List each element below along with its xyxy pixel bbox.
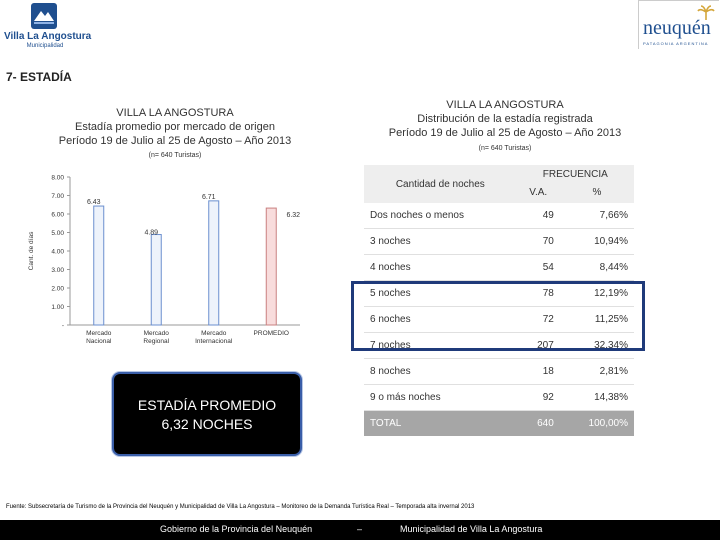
table-row: [364, 229, 634, 255]
header-va: V.A.: [529, 186, 548, 198]
row-pct: 7,66%: [560, 203, 634, 229]
y-axis-title: Cant. de días: [28, 231, 35, 271]
row-label: 4 noches: [364, 255, 517, 281]
y-tick-label: 3.00: [51, 267, 64, 274]
footer-separator: –: [357, 524, 363, 534]
average-stay-bar-chart: [20, 165, 320, 355]
chart-title-line-3: Período 19 de Julio al 25 de Agosto – Año 2013: [58, 135, 292, 147]
row-pct: 12,19%: [560, 281, 634, 307]
mountain-lake-icon: [31, 3, 57, 29]
header-cantidad-noches: Cantidad de noches: [395, 178, 485, 190]
table-title-line-3: Período 19 de Julio al 25 de Agosto – Año 2013: [388, 127, 622, 139]
table-title-line-1: VILLA LA ANGOSTURA: [446, 99, 564, 111]
table-row: [364, 255, 634, 281]
table-header-row: [364, 165, 634, 181]
bar-value-label: 4.89: [144, 229, 159, 237]
x-category-label: Internacional: [195, 338, 233, 345]
table-title-line-2: Distribución de la estadía registrada: [417, 113, 593, 125]
bar-value-label: 6.71: [201, 193, 216, 201]
bar-1: [94, 206, 104, 325]
y-tick-label: -: [61, 322, 64, 330]
table-row: [364, 359, 634, 385]
bar-4: [266, 208, 276, 325]
average-stay-callout: [112, 372, 302, 456]
footer-bar: [0, 520, 720, 540]
table-sample-note: (n= 640 Turistas): [478, 145, 532, 152]
x-category-label: Mercado: [86, 330, 112, 337]
x-category-label: Regional: [143, 338, 170, 345]
total-pct: 100,00%: [560, 411, 634, 437]
row-va: 70: [517, 229, 560, 255]
chart-title-line-2: Estadía promedio por mercado de origen: [75, 121, 275, 133]
row-pct: 10,94%: [560, 229, 634, 255]
row-label: 3 noches: [364, 229, 517, 255]
row-va: 54: [517, 255, 560, 281]
row-va: 72: [517, 307, 560, 333]
bar-3: [209, 201, 219, 325]
row-pct: 8,44%: [560, 255, 634, 281]
row-va: 18: [517, 359, 560, 385]
highlight-frame: [351, 281, 645, 351]
row-label: 9 o más noches: [364, 385, 517, 411]
header-frecuencia: FRECUENCIA: [542, 168, 608, 180]
table-row: [364, 203, 634, 229]
header-pct: %: [592, 186, 602, 198]
y-tick-label: 7.00: [51, 193, 64, 200]
section-title: 7- ESTADÍA: [6, 70, 72, 84]
y-tick-label: 5.00: [51, 230, 64, 237]
y-tick-label: 8.00: [51, 174, 64, 182]
callout-line-2: 6,32 NOCHES: [161, 416, 253, 432]
row-label: 8 noches: [364, 359, 517, 385]
x-category-label: PROMEDIO: [253, 330, 289, 337]
row-label: 5 noches: [364, 281, 517, 307]
villa-la-angostura-logo: [4, 3, 92, 51]
footer-left-text: Gobierno de la Provincia del Neuquén: [160, 524, 313, 534]
x-category-label: Mercado: [201, 330, 227, 337]
row-label: 6 noches: [364, 307, 517, 333]
x-category-label: Mercado: [143, 330, 169, 337]
neuquen-tagline: PATAGONIA ARGENTINA: [643, 41, 709, 46]
neuquen-logo: [638, 0, 719, 49]
table-total-row: [364, 411, 634, 437]
chart-title: [40, 106, 310, 148]
callout-line-1: ESTADÍA PROMEDIO: [137, 397, 277, 413]
row-va: 78: [517, 281, 560, 307]
y-tick-label: 4.00: [51, 248, 64, 256]
row-label: Dos noches o menos: [364, 203, 517, 229]
chart-title-line-1: VILLA LA ANGOSTURA: [116, 107, 234, 119]
x-category-label: Nacional: [86, 338, 112, 345]
table-title: [360, 98, 650, 140]
total-label: TOTAL: [364, 411, 517, 437]
row-pct: 32,34%: [560, 333, 634, 359]
total-va: 640: [517, 411, 560, 437]
row-va: 207: [517, 333, 560, 359]
row-va: 92: [517, 385, 560, 411]
y-tick-label: 6.00: [51, 211, 64, 219]
row-pct: 14,38%: [560, 385, 634, 411]
chart-sample-note: (n= 640 Turistas): [148, 152, 202, 159]
footer-right-text: Municipalidad de Villa La Angostura: [400, 524, 543, 534]
row-pct: 11,25%: [560, 307, 634, 333]
logo-name: Villa La Angostura: [4, 31, 92, 42]
neuquen-wordmark: neuquén: [643, 17, 711, 39]
logo-subtitle: Municipalidad: [26, 43, 64, 49]
table-row: [364, 385, 634, 411]
bar-2: [151, 235, 161, 325]
source-note: Fuente: Subsecretaría de Turismo de la Provincia del Neuquén y Municipalidad de Villa La Angostura – Monitoreo de la Demanda Turística Real – Temporada alta invernal 2013: [6, 504, 475, 510]
bar-value-label: 6.32: [286, 212, 301, 220]
row-va: 49: [517, 203, 560, 229]
y-tick-label: 1.00: [51, 304, 64, 311]
y-tick-label: 2.00: [51, 285, 64, 293]
bar-value-label: 6.43: [86, 199, 101, 207]
row-pct: 2,81%: [560, 359, 634, 385]
row-label: 7 noches: [364, 333, 517, 359]
